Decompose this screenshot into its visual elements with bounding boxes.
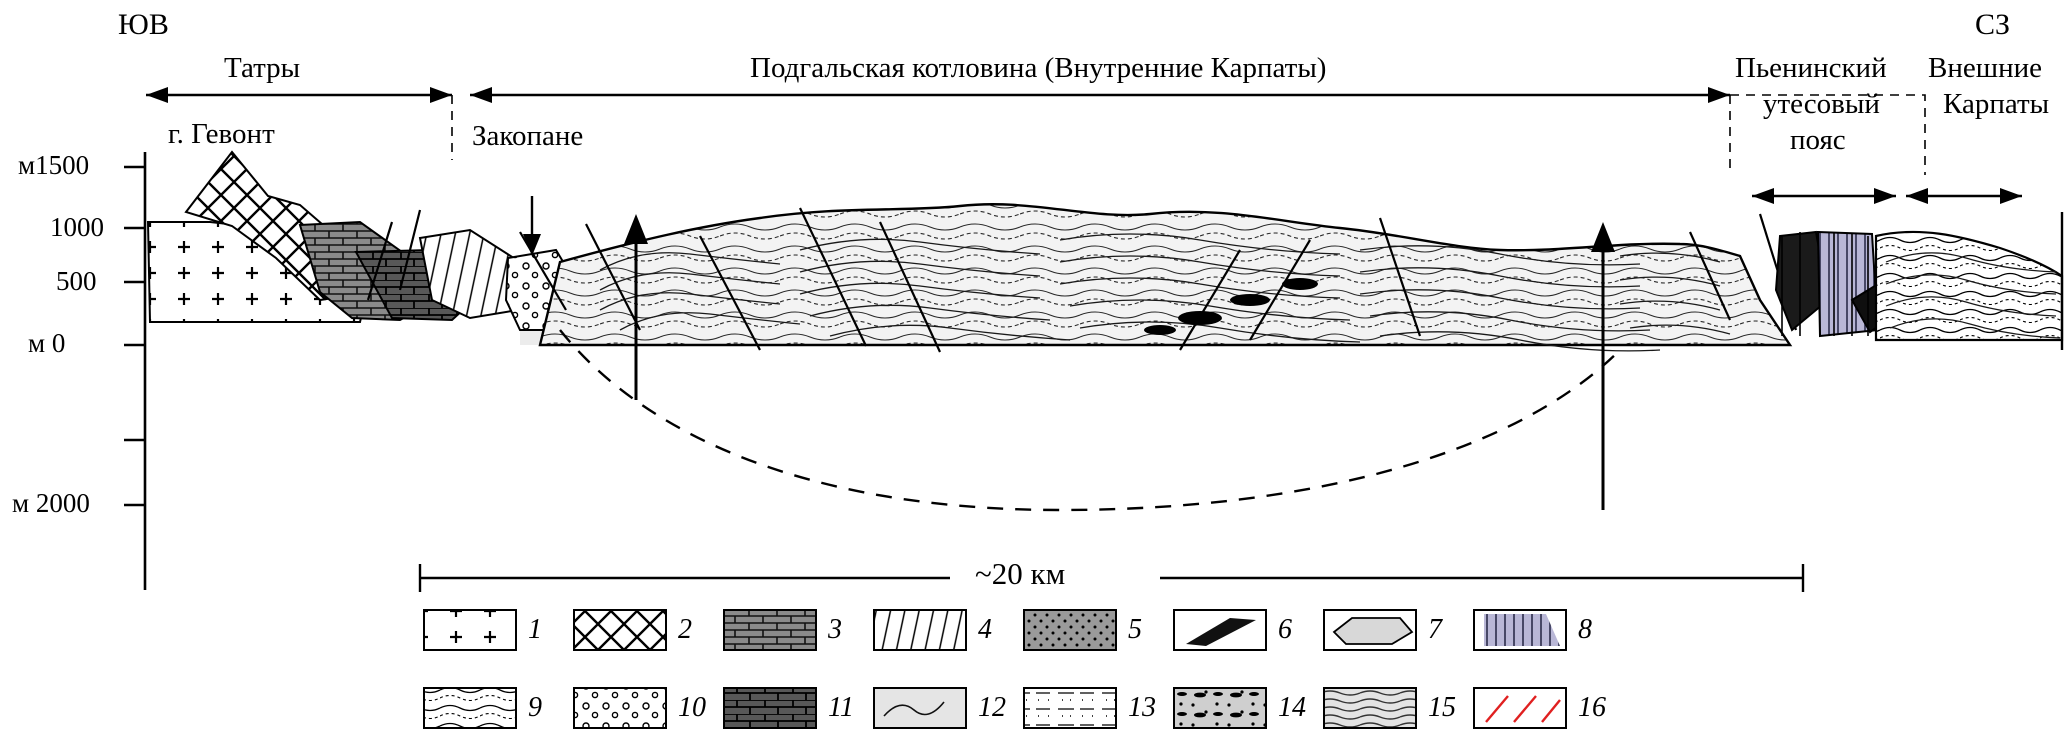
zone-label-pieniny-line2: утесовый <box>1763 88 1880 120</box>
zone-label-outer-line1: Внешние <box>1928 52 2042 84</box>
legend-num-4: 4 <box>978 614 992 645</box>
zone-label-outer-line2: Карпаты <box>1943 88 2050 120</box>
y-axis <box>124 152 145 590</box>
legend-num-11: 11 <box>828 692 854 723</box>
legend-num-10: 10 <box>678 692 706 723</box>
legend-num-8: 8 <box>1578 614 1592 645</box>
y-tick-1000: 1000 <box>50 212 104 242</box>
legend-num-14: 14 <box>1278 692 1306 723</box>
zakopane-pointer <box>523 196 541 256</box>
direction-label-right: СЗ <box>1975 8 2011 41</box>
y-tick-1500: м1500 <box>18 150 90 180</box>
y-tick-minus2000: м 2000 <box>12 488 90 518</box>
legend-num-16: 16 <box>1578 692 1606 723</box>
legend-num-2: 2 <box>678 614 692 645</box>
scale-bar <box>420 562 1803 594</box>
legend-num-13: 13 <box>1128 692 1156 723</box>
zone-arrow-outer <box>1906 188 2022 204</box>
annotation-gewont: г. Гевонт <box>168 118 275 150</box>
legend-num-12: 12 <box>978 692 1006 723</box>
zone-label-tatry: Татры <box>224 52 301 84</box>
annotation-zakopane: Закопане <box>472 120 584 152</box>
legend-num-7: 7 <box>1428 614 1442 645</box>
y-tick-0: м 0 <box>28 328 66 358</box>
direction-label-left: ЮВ <box>118 8 169 41</box>
legend-num-15: 15 <box>1428 692 1456 723</box>
basal-detachment <box>560 330 1620 510</box>
legend-num-9: 9 <box>528 692 542 723</box>
legend-num-3: 3 <box>828 614 842 645</box>
legend-num-1: 1 <box>528 614 542 645</box>
legend-num-6: 6 <box>1278 614 1292 645</box>
scale-bar-label: ~20 км <box>975 556 1066 591</box>
zone-label-pieniny-line1: Пьенинский <box>1735 52 1887 84</box>
zone-label-podhale: Подгальская котловина (Внутренние Карпаты) <box>750 52 1327 84</box>
y-tick-500: 500 <box>56 266 97 296</box>
zone-label-pieniny-line3: пояс <box>1790 124 1846 156</box>
zone-arrow-podhale <box>470 87 1730 103</box>
legend-num-5: 5 <box>1128 614 1142 645</box>
